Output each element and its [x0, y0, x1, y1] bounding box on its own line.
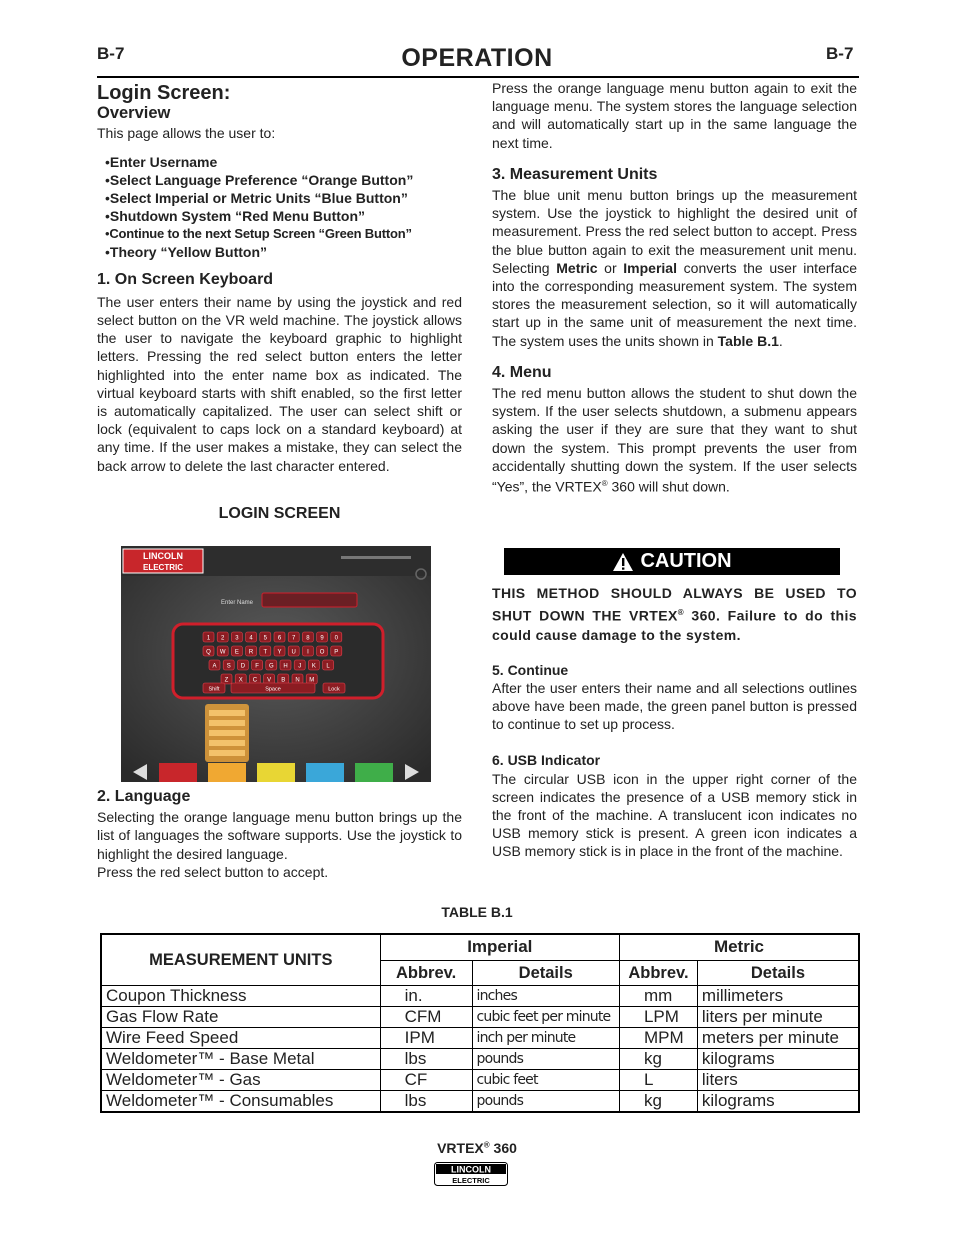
keyboard-key-label: T: [263, 649, 268, 656]
continue-text: After the user enters their name and all selections outlines above have been made, the green panel button is pressed to continue to set up process.: [492, 679, 857, 733]
keyboard-key-label: M: [309, 677, 315, 684]
table-title: TABLE B.1: [441, 904, 513, 920]
list-item: • Enter Username: [105, 153, 462, 171]
keyboard-key-label: 9: [320, 635, 324, 642]
table-row: Coupon Thickness in. inches mm millimeters: [101, 986, 859, 1007]
orange-language-button: [208, 763, 246, 782]
keyboard-key-label: 7: [292, 635, 296, 642]
svg-text:LINCOLN: LINCOLN: [451, 1164, 491, 1175]
keyboard-key-label: 5: [263, 635, 267, 642]
col-measurement-units: MEASUREMENT UNITS: [101, 934, 380, 986]
green-continue-button: [355, 763, 393, 782]
list-item: • Shutdown System “Red Menu Button”: [105, 207, 462, 225]
table-row: Wire Feed Speed IPM inch per minute MPM meters per minute: [101, 1028, 859, 1049]
col-metric: Metric: [619, 934, 859, 960]
login-screen-image: [121, 546, 431, 782]
keyboard-key-label: L: [326, 663, 330, 670]
keyboard-key-label: 2: [221, 635, 225, 642]
login-screen-graphic: [121, 546, 431, 782]
col-imperial-details: Details: [472, 960, 619, 985]
caution-text: THIS METHOD SHOULD ALWAYS BE USED TO SHUT DOWN THE VRTEX® 360. Failure to do this could cause damage to the system.: [492, 585, 857, 643]
keyboard-key-label: C: [252, 677, 258, 684]
keyboard-key-label: R: [248, 649, 254, 656]
usb-heading: 6. USB Indicator: [492, 752, 601, 769]
keyboard-key-label: Lock: [328, 686, 340, 693]
keyboard-key-label: Z: [224, 677, 229, 684]
units-heading: 3. Measurement Units: [492, 165, 658, 183]
caution-banner: [504, 548, 840, 575]
units-text: The blue unit menu button brings up the measurement system. Use the joystick to highlight the desired unit of measurement. Press the red select button to accept. Press the blue button again to exit the measurement unit menu. Selecting Metric or Imperial converts the user interface into the corresponding measurement system. The system stores the measurement selection, so it will automatically start up in the same unit of measurement the next time. The system uses the units shown in Table B.1.: [492, 187, 857, 349]
blue-units-button: [306, 763, 344, 782]
overview-heading: Overview: [97, 104, 171, 123]
section-title: Login Screen:: [97, 82, 231, 104]
keyboard-keys: [203, 632, 345, 693]
yellow-theory-button: [257, 763, 295, 782]
enter-name-box: [262, 593, 357, 607]
page-number-left: B-7: [97, 44, 125, 63]
keyboard-key-label: W: [219, 649, 226, 656]
menu-text: The red menu button allows the student to shut down the system. If the user selects shutdown, a submenu appears asking the user if they are sure that they want to shut down the system. This prompt prevents the user from accidentally shutting down the system. If the user selects “Yes”, the VRTEX® 360 will shut down.: [492, 385, 857, 495]
overview-intro: This page allows the user to:: [97, 125, 276, 142]
keyboard-key-label: U: [291, 649, 296, 656]
col-imperial-abbrev: Abbrev.: [380, 960, 472, 985]
svg-text:ELECTRIC: ELECTRIC: [452, 1176, 490, 1185]
enter-name-label: Enter Name: [221, 600, 254, 606]
keyboard-key-label: S: [226, 663, 231, 670]
table-row: Weldometer™ - Consumables lbs pounds kg kilograms: [101, 1091, 859, 1113]
right-column-lower: [492, 584, 857, 861]
table-row: Gas Flow Rate CFM cubic feet per minute LPM liters per minute: [101, 1007, 859, 1028]
list-item: • Continue to the next Setup Screen “Green Button”: [105, 225, 462, 243]
language-continued-text: Press the orange language menu button again to exit the language menu. The system stores the language selection and will automatically start up in the same language the next time.: [492, 80, 857, 151]
col-imperial: Imperial: [380, 934, 619, 960]
list-item: • Select Imperial or Metric Units “Blue Button”: [105, 189, 462, 207]
table-row: Weldometer™ - Base Metal lbs pounds kg kilograms: [101, 1049, 859, 1070]
figure-caption: LOGIN SCREEN: [218, 505, 341, 522]
table-row: Weldometer™ - Gas CF cubic feet L liters: [101, 1070, 859, 1091]
keyboard-key-label: 3: [235, 635, 239, 642]
language-text-2: Press the red select button to accept.: [97, 863, 329, 880]
keyboard-key-label: Q: [206, 649, 211, 656]
feature-list: [97, 153, 462, 261]
measurement-units-table: [100, 933, 860, 1113]
col-metric-abbrev: Abbrev.: [619, 960, 697, 985]
svg-text:ELECTRIC: ELECTRIC: [143, 563, 183, 572]
keyboard-key-label: A: [212, 663, 217, 670]
list-item: • Select Language Preference “Orange Button”: [105, 171, 462, 189]
keyboard-key-label: V: [267, 677, 272, 684]
keyboard-key-label: 4: [249, 635, 253, 642]
keyboard-key-label: F: [255, 663, 259, 670]
footer-lincoln-logo-icon: [434, 1162, 508, 1186]
keyboard-key-label: O: [319, 649, 325, 656]
keyboard-key-label: 1: [206, 635, 211, 642]
keyboard-key-label: K: [311, 663, 316, 670]
keyboard-key-label: 8: [306, 635, 310, 642]
keyboard-key-label: E: [234, 649, 239, 656]
keyboard-key-label: Space: [265, 686, 281, 693]
svg-text:LINCOLN: LINCOLN: [143, 551, 183, 561]
keyboard-key-label: G: [268, 663, 274, 670]
keyboard-key-label: N: [295, 677, 300, 684]
language-heading: 2. Language: [97, 788, 191, 805]
col-metric-details: Details: [697, 960, 859, 985]
page-number-right: B-7: [826, 44, 854, 63]
left-column: [97, 84, 462, 475]
keyboard-key-label: Shift: [208, 686, 220, 693]
language-section: [97, 788, 462, 881]
footer-product: VRTEX® 360: [437, 1140, 517, 1156]
menu-heading: 4. Menu: [492, 363, 552, 381]
keyboard-key-label: I: [307, 649, 309, 656]
keyboard-key-label: Y: [277, 649, 282, 656]
keyboard-key-label: D: [240, 663, 246, 670]
warning-triangle-icon: [612, 552, 634, 572]
list-item: • Theory “Yellow Button”: [105, 243, 462, 261]
usb-text: The circular USB icon in the upper right corner of the screen indicates the presence of a USB memory stick in the front of the machine. A translucent icon indicates no USB memory stick is present. A green icon indicates a USB memory stick is in place in the front of the machine.: [492, 770, 857, 860]
keyboard-key-label: B: [281, 677, 286, 684]
red-menu-button: [159, 763, 197, 782]
header-rule: [97, 76, 859, 78]
keyboard-key-label: 6: [277, 635, 282, 642]
page-title: OPERATION: [401, 44, 553, 72]
continue-heading: 5. Continue: [492, 661, 569, 678]
keyboard-key-label: H: [283, 663, 288, 670]
keyboard-key-label: P: [334, 649, 339, 656]
right-column: [492, 79, 857, 496]
keyboard-key-label: J: [298, 663, 302, 670]
keyboard-key-label: 0: [334, 635, 338, 642]
keyboard-heading: 1. On Screen Keyboard: [97, 270, 274, 288]
keyboard-key-label: X: [238, 677, 243, 684]
keyboard-text: The user enters their name by using the joystick and red select button on the VR weld machine. The joystick allows the user to navigate the keyboard graphic to highlight letters. Pressing the red select button enters the letter highlighted into the enter name box as indicated. The virtual keyboard starts with shift enabled, so the first letter is automatically capitalized. The user can select shift or lock (equivalent to caps lock on a standard keyboard) at any time. If the user makes a mistake, they can select the back arrow to delete the last character entered.: [97, 293, 462, 474]
lincoln-logo-icon: [123, 549, 203, 573]
language-text: Selecting the orange language menu button brings up the list of languages the software supports. Use the joystick to highlight the desired language.: [97, 809, 462, 862]
caution-label: CAUTION: [640, 550, 732, 572]
